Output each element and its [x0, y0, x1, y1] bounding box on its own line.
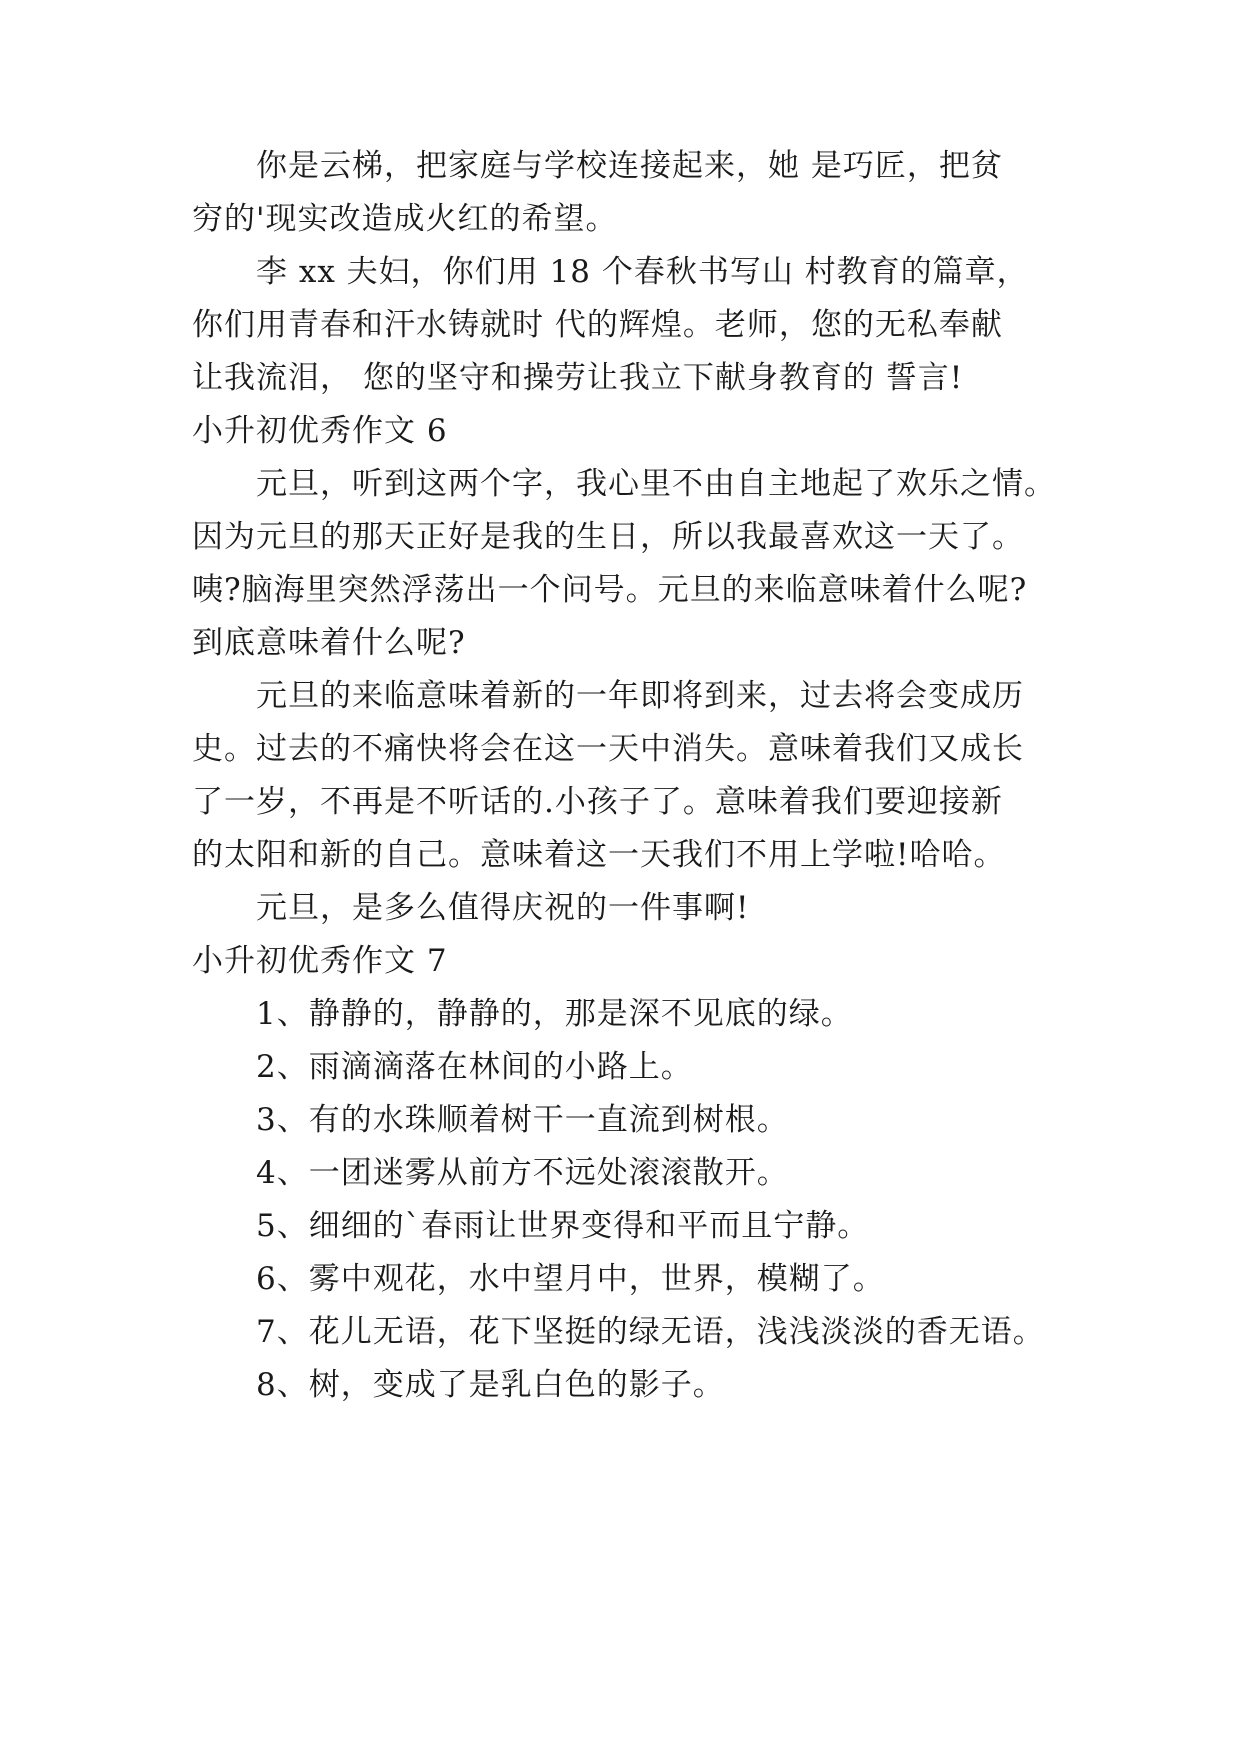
paragraph-line: 你们用青春和汗水铸就时 代的辉煌。老师，您的无私奉献 [192, 307, 1003, 343]
paragraph-line: 元旦的来临意味着新的一年即将到来，过去将会变成历 [256, 678, 1024, 714]
paragraph-line: 因为元旦的那天正好是我的生日，所以我最喜欢这一天了。 [192, 519, 1024, 555]
list-item: 4、一团迷雾从前方不远处滚滚散开。 [256, 1155, 789, 1191]
paragraph-line: 元旦，是多么值得庆祝的一件事啊! [256, 890, 750, 926]
list-item: 7、花儿无语，花下坚挺的绿无语，浅浅淡淡的香无语。 [256, 1314, 1045, 1350]
section-heading: 小升初优秀作文 7 [192, 943, 448, 979]
list-item: 5、细细的`春雨让世界变得和平而且宁静。 [256, 1208, 870, 1244]
list-item: 6、雾中观花，水中望月中，世界，模糊了。 [256, 1261, 885, 1297]
paragraph-line: 史。过去的不痛快将会在这一天中消失。意味着我们又成长 [192, 731, 1024, 767]
paragraph-line: 咦?脑海里突然浮荡出一个问号。元旦的来临意味着什么呢? [192, 572, 1028, 608]
paragraph-line: 穷的'现实改造成火红的希望。 [192, 201, 618, 237]
paragraph-line: 让我流泪， 您的坚守和操劳让我立下献身教育的 誓言! [192, 360, 964, 396]
list-item: 3、有的水珠顺着树干一直流到树根。 [256, 1102, 789, 1138]
paragraph-line: 李 xx 夫妇，你们用 18 个春秋书写山 村教育的篇章， [256, 254, 1029, 290]
list-item: 2、雨滴滴落在林间的小路上。 [256, 1049, 693, 1085]
paragraph-line: 了一岁，不再是不听话的.小孩子了。意味着我们要迎接新 [192, 784, 1003, 820]
paragraph-line: 元旦，听到这两个字，我心里不由自主地起了欢乐之情。 [256, 466, 1056, 502]
paragraph-line: 的太阳和新的自己。意味着这一天我们不用上学啦!哈哈。 [192, 837, 1006, 873]
list-item: 8、树，变成了是乳白色的影子。 [256, 1367, 725, 1403]
list-item: 1、静静的，静静的，那是深不见底的绿。 [256, 996, 853, 1032]
paragraph-line: 你是云梯，把家庭与学校连接起来，她 是巧匠，把贫 [256, 148, 1003, 184]
section-heading: 小升初优秀作文 6 [192, 413, 448, 449]
paragraph-line: 到底意味着什么呢? [192, 625, 466, 661]
